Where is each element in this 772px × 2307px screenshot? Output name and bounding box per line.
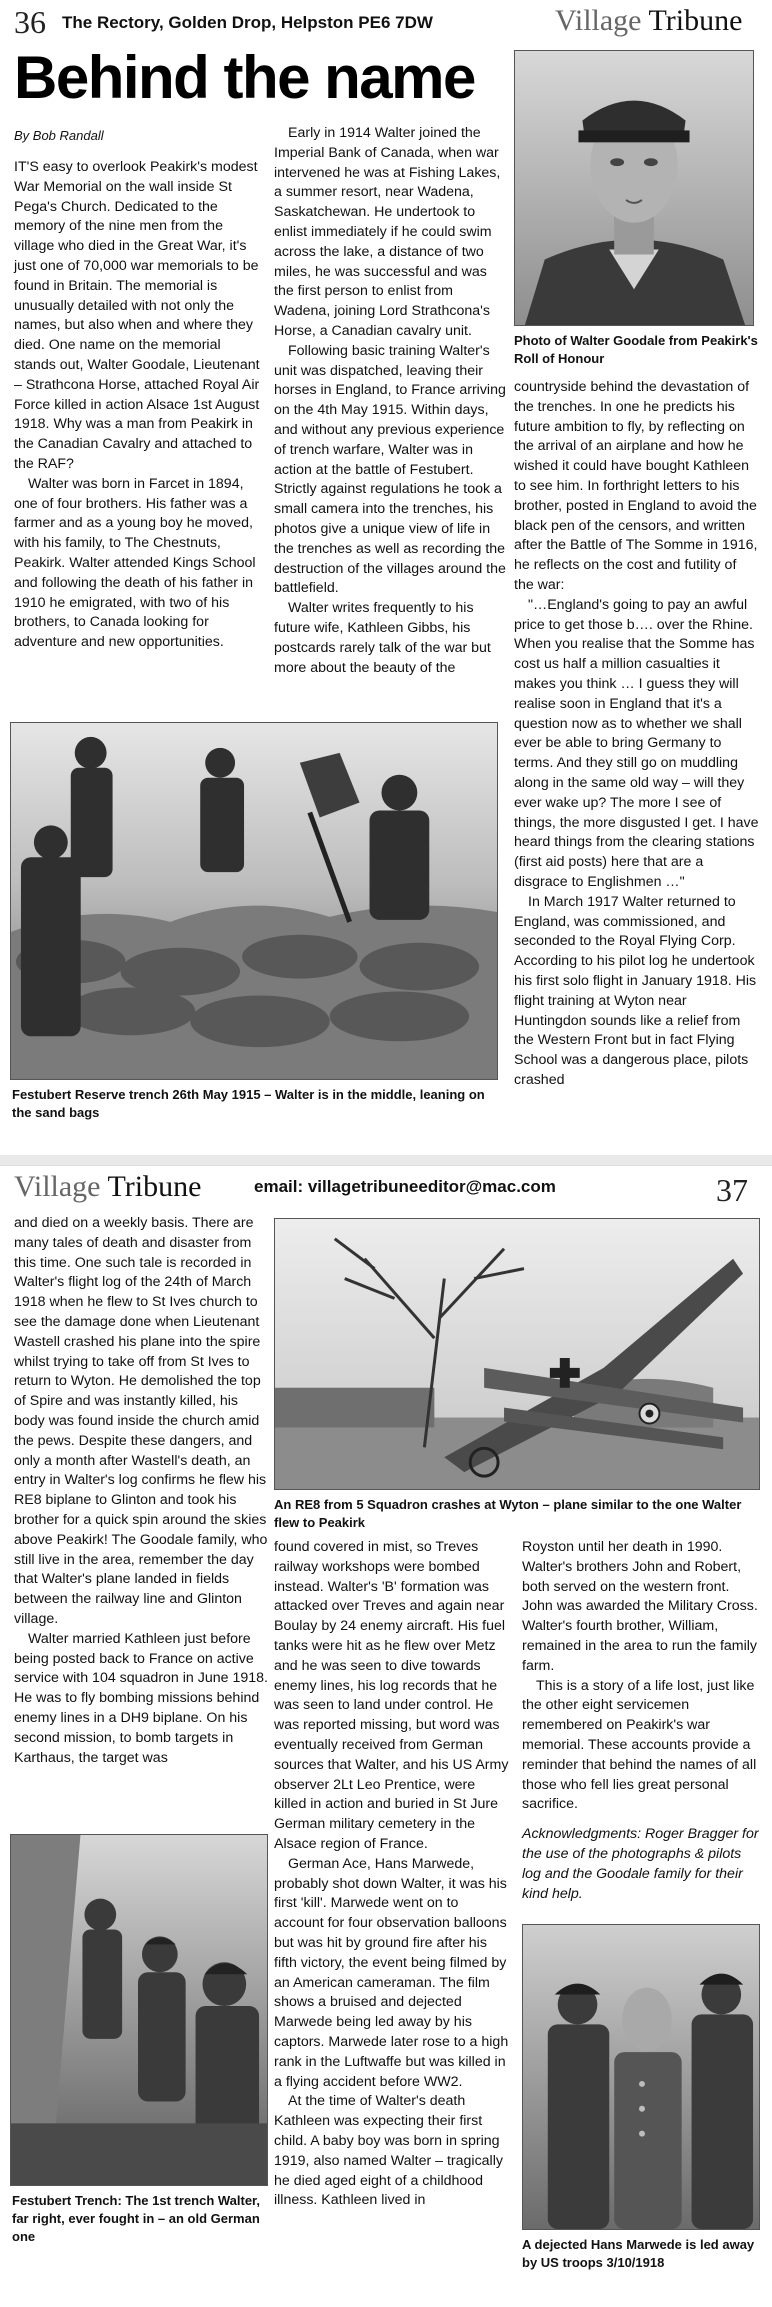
paragraph: found covered in mist, so Treves railway workshops were bombed instead. Walter's 'B' formation was attacked over Treves and again near Boulay by 24 enemy aircraft. His fuel tanks were hit as he flew over Metz and he was seen to dive towards enemy lines, his log records that he was seen to land under control. He was reported missing, but word was eventually received from German sources that Walter, and his US Army observer 2Lt Leo Prentice, were killed in action and buried in St Jure German military cemetery in the Alsace region of France. bbox=[274, 1539, 509, 1852]
paragraph: Following basic training Walter's unit was dispatched, leaving their horses in England, to France arriving on the 4th May 1915. Within days, and without any previous experience of trench warfare, Walter was in action at the battle of Festubert. Strictly against regulations he took a small camera into the trenches, his photos give a unique view of life in the trenches as well as recording the destruction of the villages around the battlefield. bbox=[274, 342, 506, 597]
article-column-3 bbox=[514, 378, 760, 1148]
headline: Behind the name bbox=[14, 44, 475, 111]
article-column-3 bbox=[522, 1538, 762, 1902]
paragraph: Early in 1914 Walter joined the Imperial Bank of Canada, when war intervened he was at Fishing Lakes, a summer resort, near Wadena, Saskatchewan. He undertook to enlist immediately if he could swim across the lake, a distance of two miles, he was successful and was the first person to enlist from Wadena, joining Lord Strathcona's Horse, a Canadian cavalry unit. bbox=[274, 125, 501, 339]
paragraph: and died on a weekly basis. There are many tales of death and disaster from this time. One such tale is recorded in Walter's flight log of the 24th of March 1918 when he flew to St Ives church to see the damage done when Lieutenant Wastell crashed his plane into the spire whilst trying to take off from St Ives to return to Wyton. He demolished the top of Spire and was instantly killed, his body was found inside the church amid the pews. Despite these dangers, and only a month after Wastell's death, an entry in Walter's log confirms he flew his RE8 biplane to Glinton and took his brother for a quick spin around the skies above Peakirk! The Goodale family, who still live in the area, remember the day that Walter's plane landed in fields between the railway line and Glinton village. bbox=[14, 1215, 268, 1627]
trench2-caption: Festubert Trench: The 1st trench Walter, far right, ever fought in – an old German one bbox=[12, 2193, 261, 2244]
plane-caption: An RE8 from 5 Squadron crashes at Wyton – plane similar to the one Walter flew to Peakirk bbox=[274, 1497, 742, 1530]
paragraph: countryside behind the devastation of the trenches. In one he predicts his future ambition to fly, by reflecting on the arrival of an airplane and how he wished it could have bought Kathleen to see him. In forthright letters to his brother, posted in England to avoid the black pen of the censors, and written after the Battle of The Somme in 1916, he reflects on the cost and futility of the war: bbox=[514, 379, 758, 593]
masthead bbox=[555, 4, 742, 38]
page-number: 37 bbox=[716, 1172, 748, 1208]
page-separator bbox=[0, 1155, 772, 1165]
paragraph: "…England's going to pay an awful price to get those b…. over the Rhine. When you realise that the Somme has cost us half a million casualties it makes you think … I guess they will realise soon in England that it's a question now as to whether we shall ever be able to bring Germany to terms. And they still go on muddling along in the same old way – will they ever wake up? The more I see of things, the more disgusted I get. I have heard things from the clearing stations (first aid posts) here that are a disgrace to Englishmen …" bbox=[514, 596, 759, 890]
masthead-village: Village bbox=[14, 1170, 101, 1203]
article-column-1 bbox=[14, 158, 262, 718]
marwede-caption: A dejected Hans Marwede is led away by US troops 3/10/1918 bbox=[522, 2237, 755, 2270]
paragraph: At the time of Walter's death Kathleen was expecting their first child. A baby boy was born in spring 1919, also named Walter – tragically he died aged eight of a childhood illness. Kathleen lived in bbox=[274, 2093, 503, 2209]
paragraph: Walter was born in Farcet in 1894, one of four brothers. His father was a farmer and as a young boy he moved, with his family, to The Chestnuts, Peakirk. Walter attended Kings School and following the death of his father in 1910 he emigrated, with two of his brothers, to Canada looking for adventure and new opportunities. bbox=[14, 475, 256, 651]
paragraph: Walter writes frequently to his future wife, Kathleen Gibbs, his postcards rarely talk of the war but more about the beauty of the bbox=[274, 600, 491, 676]
paragraph: Royston until her death in 1990. Walter's brothers John and Robert, both served on the western front. John was awarded the Military Cross. Walter's fourth brother, William, remained in the area to run the family farm. bbox=[522, 1539, 758, 1674]
paragraph: Walter married Kathleen just before being posted back to France on active service with 104 squadron in June 1918. He was to fly bombing missions behind enemy lines in a DH9 biplane. On his second mission, to bomb targets in Karthaus, the target was bbox=[14, 1630, 268, 1766]
hans-marwede-photo bbox=[522, 1924, 760, 2230]
portrait-image bbox=[515, 51, 753, 325]
trench2-image bbox=[11, 1835, 267, 2185]
masthead-tribune: Tribune bbox=[107, 1170, 202, 1203]
masthead-village: Village bbox=[555, 4, 642, 37]
article-column-2 bbox=[274, 1538, 510, 2304]
portrait-caption: Photo of Walter Goodale from Peakirk's Roll of Honour bbox=[514, 333, 758, 366]
masthead-tribune: Tribune bbox=[648, 4, 743, 37]
trench-caption: Festubert Reserve trench 26th May 1915 – Walter is in the middle, leaning on the sand bags bbox=[12, 1087, 485, 1120]
re8-crash-photo bbox=[274, 1218, 760, 1490]
festubert-reserve-trench-photo bbox=[10, 722, 498, 1080]
paragraph: IT'S easy to overlook Peakirk's modest War Memorial on the wall inside St Pega's Church. Dedicated to the memory of the nine men from the village who died in the Great War, it's just one of 70,000 war memorials to be found in Britain. The memorial is unusually detailed with not only the names, but also when and where they died. One name on the memorial stands out, Walter Goodale, Lieutenant – Strathcona Horse, attached Royal Air Force killed in action Alsace 1st August 1918. Why was a man from Peakirk in the Canadian Cavalry and attached to the RAF? bbox=[14, 159, 260, 472]
acknowledgments: Acknowledgments: Roger Bragger for the use of the photographs & pilots log and the Goodale family for their kind help. bbox=[522, 1826, 759, 1902]
plane-image bbox=[275, 1219, 759, 1489]
paragraph: In March 1917 Walter returned to England, was commissioned, and seconded to the Royal Flying Corp. According to his pilot log he undertook his first solo flight in January 1918. His flight training at Wyton near Huntingdon sounds like a relief from the Western Front but in fact Flying School was a dangerous place, pilots crashed bbox=[514, 893, 757, 1088]
page-number: 36 bbox=[14, 4, 46, 40]
running-head: The Rectory, Golden Drop, Helpston PE6 7DW bbox=[62, 13, 433, 32]
walter-portrait-photo bbox=[514, 50, 754, 326]
trench-image bbox=[11, 723, 497, 1079]
article-column-2 bbox=[274, 124, 506, 718]
masthead bbox=[14, 1170, 201, 1204]
marwede-image bbox=[523, 1925, 759, 2229]
article-column-1 bbox=[14, 1214, 268, 1828]
byline: By Bob Randall bbox=[14, 128, 104, 143]
page-37 bbox=[0, 1165, 772, 2307]
paragraph: This is a story of a life lost, just like the other eight servicemen remembered on Peakirk's war memorial. These accounts provide a reminder that behind the names of all those who fell lies great personal sacrifice. bbox=[522, 1677, 757, 1813]
festubert-trench-photo bbox=[10, 1834, 268, 2186]
email-link[interactable]: email: villagetribuneeditor@mac.com bbox=[254, 1177, 556, 1196]
paragraph: German Ace, Hans Marwede, probably shot down Walter, it was his first 'kill'. Marwede went on to account for four observation balloons but was hit by ground fire after his fifth victory, the event being filmed by an American cameraman. The film shows a bruised and dejected Marwede being led away by his captors. Marwede later rose to a high rank in the Luftwaffe but was killed in a flying accident before WW2. bbox=[274, 1855, 509, 2090]
